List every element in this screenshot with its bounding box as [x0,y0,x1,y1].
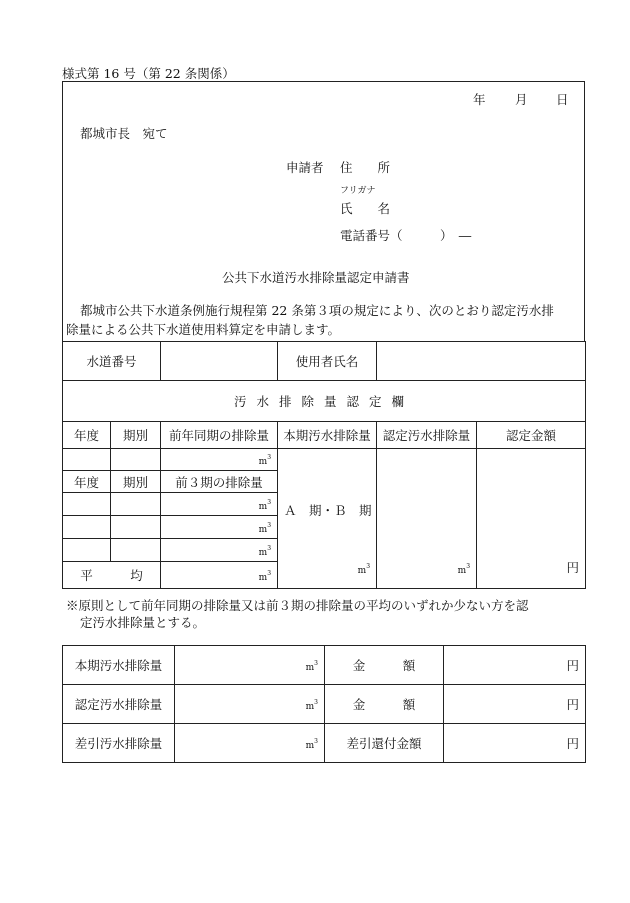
note-line-1: ※原則として前年同期の排除量又は前３期の排除量の平均のいずれか少ない方を認 [66,598,529,613]
header-amount: 認定金額 [477,422,586,449]
user-name-value[interactable] [377,342,586,381]
prev-year-fy[interactable] [63,449,111,471]
form-number: 様式第 16 号（第 22 条関係） [62,66,235,81]
date-day: 日 [556,92,569,107]
prev3-1-period[interactable] [111,493,161,516]
addressee: 都城市長 宛て [80,126,168,141]
main-table [62,341,586,589]
date-month: 月 [515,92,528,107]
furigana-label: フリガナ [340,186,376,196]
current-volume-unit: $m^3$ [357,562,371,576]
summary-refund-amount[interactable]: 円 [444,724,586,763]
period-label: Ａ 期・Ｂ 期 [284,503,372,518]
sub-header-period: 期別 [111,471,161,493]
certified-amount-cell[interactable]: 円 [477,449,586,589]
header-fiscal-year: 年度 [63,422,111,449]
prev3-3-volume[interactable]: $m^3$ [161,539,278,562]
summary-table [62,645,586,763]
summary-amount-1[interactable]: 円 [444,646,586,685]
prev-year-volume[interactable]: $m^3$ [161,449,278,471]
header-certified: 認定汚水排除量 [377,422,477,449]
prev3-3-fy[interactable] [63,539,111,562]
prev-year-period[interactable] [111,449,161,471]
prev3-3-period[interactable] [111,539,161,562]
body-line-1: 都城市公共下水道条例施行規程第 22 条第３項の規定により、次のとおり認定汚水排 [80,303,554,318]
header-current: 本期汚水排除量 [278,422,377,449]
certified-volume-cell[interactable]: $m^3$ [377,449,477,589]
summary-difference-volume[interactable]: $m^3$ [175,724,325,763]
summary-certified-volume[interactable]: $m^3$ [175,685,325,724]
summary-label-difference: 差引汚水排除量 [63,724,175,763]
date-year: 年 [473,92,486,107]
sub-header-fiscal-year: 年度 [63,471,111,493]
summary-amount-label-2: 金 額 [325,685,444,724]
prev3-1-fy[interactable] [63,493,111,516]
prev3-2-period[interactable] [111,516,161,539]
sub-header-prev-3: 前３期の排除量 [161,471,278,493]
section-title: 汚水排除量認定欄 [63,381,586,422]
note-line-2: 定汚水排除量とする。 [80,615,206,630]
address-label: 住 所 [340,160,391,175]
header-period: 期別 [111,422,161,449]
summary-label-certified: 認定汚水排除量 [63,685,175,724]
average-label: 平 均 [63,562,161,589]
phone-label: 電話番号（ ） ― [340,228,472,243]
prev3-1-volume[interactable]: $m^3$ [161,493,278,516]
document-title: 公共下水道汚水排除量認定申請書 [222,270,410,285]
water-no-label: 水道番号 [63,342,161,381]
body-line-2: 除量による公共下水道使用料算定を申請します。 [66,322,341,337]
average-volume[interactable]: $m^3$ [161,562,278,589]
summary-label-current: 本期汚水排除量 [63,646,175,685]
current-volume-cell[interactable] [278,449,377,589]
prev3-2-fy[interactable] [63,516,111,539]
summary-refund-label: 差引還付金額 [325,724,444,763]
summary-amount-2[interactable]: 円 [444,685,586,724]
applicant-label: 申請者 [286,160,324,175]
summary-current-volume[interactable]: $m^3$ [175,646,325,685]
water-no-value[interactable] [161,342,278,381]
summary-amount-label-1: 金 額 [325,646,444,685]
prev3-2-volume[interactable]: $m^3$ [161,516,278,539]
user-name-label: 使用者氏名 [278,342,377,381]
header-prev-year: 前年同期の排除量 [161,422,278,449]
name-label: 氏 名 [340,201,391,216]
